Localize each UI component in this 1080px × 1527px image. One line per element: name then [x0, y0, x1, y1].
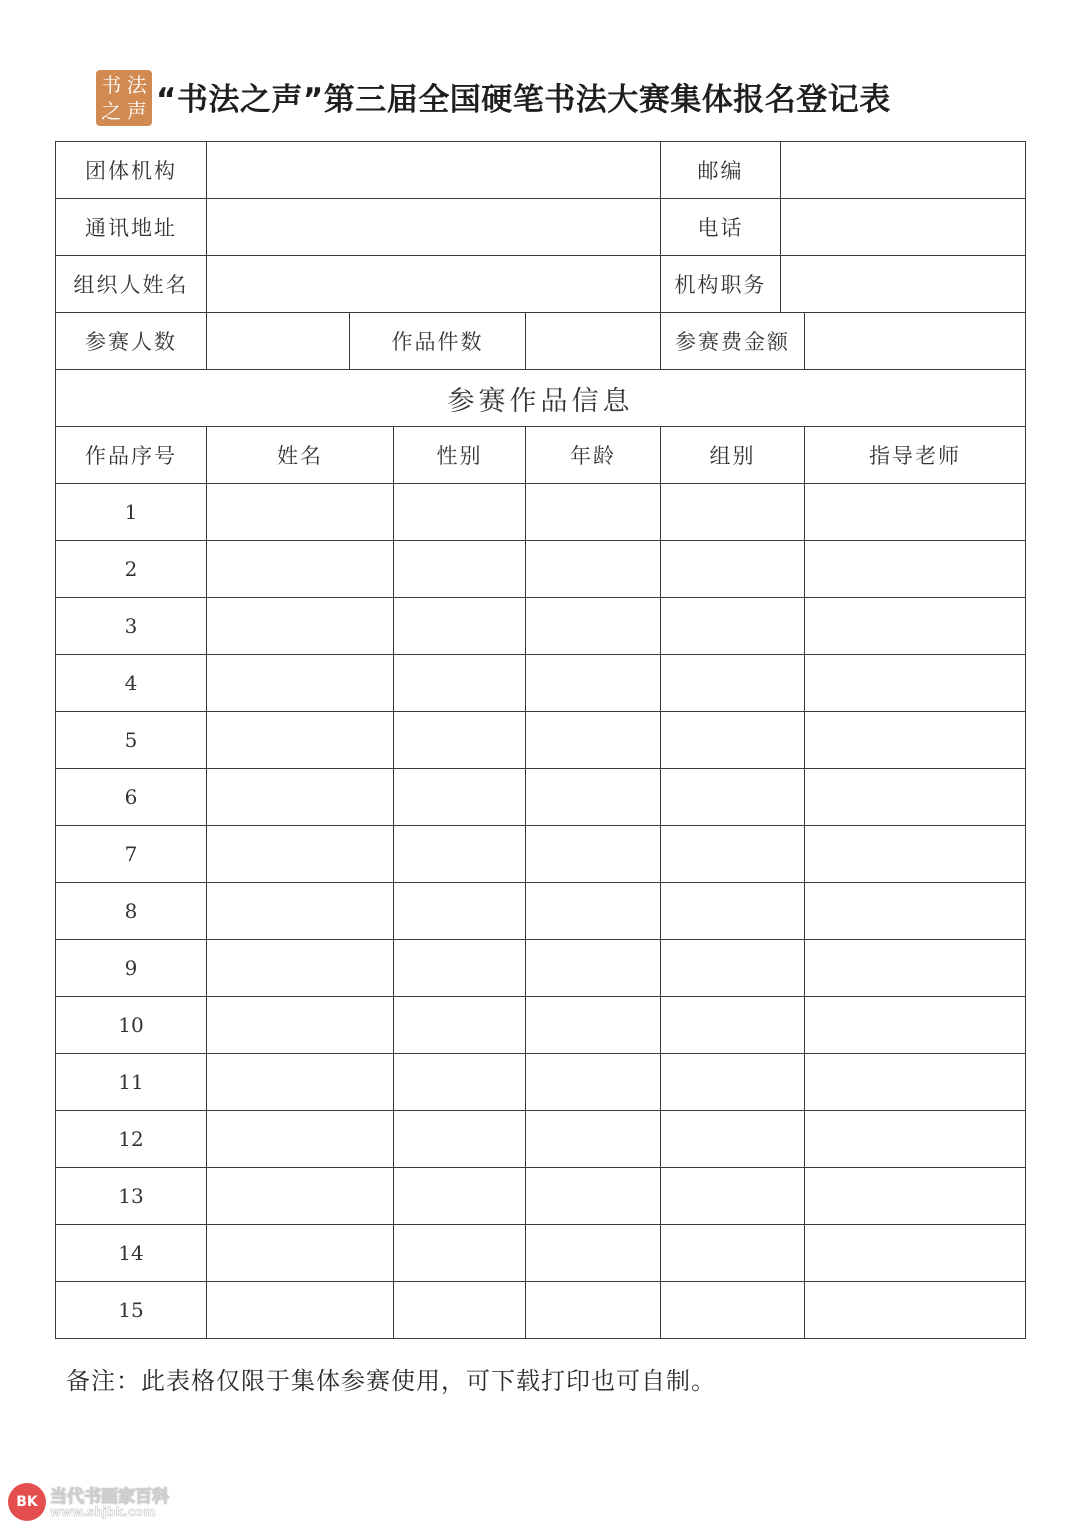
name-cell[interactable] — [207, 1054, 394, 1111]
works-count-field[interactable] — [526, 313, 661, 370]
table-row — [56, 1111, 1026, 1168]
info-row-org — [56, 142, 1026, 199]
label-zip: 邮编 — [661, 142, 781, 199]
seal-logo — [96, 70, 152, 126]
group-cell[interactable] — [661, 598, 805, 655]
position-field[interactable] — [781, 256, 1026, 313]
age-cell[interactable] — [526, 940, 661, 997]
age-cell[interactable] — [526, 484, 661, 541]
fee-field[interactable] — [805, 313, 1026, 370]
phone-field[interactable] — [781, 199, 1026, 256]
row-number: 13 — [56, 1168, 207, 1225]
row-number: 8 — [56, 883, 207, 940]
group-cell[interactable] — [661, 655, 805, 712]
name-cell[interactable] — [207, 1225, 394, 1282]
seal-char: 法 — [126, 73, 147, 97]
watermark-url: www.shjbk.com — [50, 1505, 156, 1519]
gender-cell[interactable] — [394, 1168, 526, 1225]
group-cell[interactable] — [661, 1168, 805, 1225]
gender-cell[interactable] — [394, 712, 526, 769]
row-number: 10 — [56, 997, 207, 1054]
name-cell[interactable] — [207, 1111, 394, 1168]
teacher-cell[interactable] — [805, 1111, 1026, 1168]
name-cell[interactable] — [207, 655, 394, 712]
name-cell[interactable] — [207, 769, 394, 826]
gender-cell[interactable] — [394, 826, 526, 883]
age-cell[interactable] — [526, 1282, 661, 1339]
teacher-cell[interactable] — [805, 940, 1026, 997]
watermark-name: 当代书画家百科 — [50, 1487, 169, 1507]
gender-cell[interactable] — [394, 1282, 526, 1339]
table-row — [56, 1168, 1026, 1225]
table-row — [56, 997, 1026, 1054]
col-header-teacher: 指导老师 — [805, 427, 1026, 484]
entry-rows — [56, 484, 1026, 1339]
teacher-cell[interactable] — [805, 1168, 1026, 1225]
info-row-address — [56, 199, 1026, 256]
row-number: 9 — [56, 940, 207, 997]
table-row — [56, 598, 1026, 655]
age-cell[interactable] — [526, 1111, 661, 1168]
name-cell[interactable] — [207, 484, 394, 541]
name-cell[interactable] — [207, 598, 394, 655]
group-cell[interactable] — [661, 769, 805, 826]
row-number: 1 — [56, 484, 207, 541]
section-title: 参赛作品信息 — [56, 370, 1026, 427]
teacher-cell[interactable] — [805, 541, 1026, 598]
label-participants: 参赛人数 — [56, 313, 207, 370]
age-cell[interactable] — [526, 712, 661, 769]
group-cell[interactable] — [661, 1054, 805, 1111]
table-row — [56, 541, 1026, 598]
seal-char: 书 — [101, 73, 122, 97]
table-row — [56, 1225, 1026, 1282]
row-number: 5 — [56, 712, 207, 769]
teacher-cell[interactable] — [805, 883, 1026, 940]
row-number: 12 — [56, 1111, 207, 1168]
label-position: 机构职务 — [661, 256, 781, 313]
name-cell[interactable] — [207, 712, 394, 769]
gender-cell[interactable] — [394, 883, 526, 940]
header-row — [56, 427, 1026, 484]
group-cell[interactable] — [661, 1282, 805, 1339]
age-cell[interactable] — [526, 1225, 661, 1282]
watermark-logo — [6, 1481, 186, 1523]
group-cell[interactable] — [661, 883, 805, 940]
label-fee: 参赛费金额 — [661, 313, 805, 370]
gender-cell[interactable] — [394, 1111, 526, 1168]
age-cell[interactable] — [526, 826, 661, 883]
org-field[interactable] — [207, 142, 661, 199]
teacher-cell[interactable] — [805, 1282, 1026, 1339]
col-header-age: 年龄 — [526, 427, 661, 484]
watermark-badge: BK — [8, 1483, 46, 1521]
row-number: 2 — [56, 541, 207, 598]
col-header-group: 组别 — [661, 427, 805, 484]
gender-cell[interactable] — [394, 598, 526, 655]
teacher-cell[interactable] — [805, 769, 1026, 826]
teacher-cell[interactable] — [805, 997, 1026, 1054]
table-row — [56, 826, 1026, 883]
info-row-organizer — [56, 256, 1026, 313]
seal-char: 声 — [126, 98, 147, 123]
row-number: 4 — [56, 655, 207, 712]
label-organizer: 组织人姓名 — [56, 256, 207, 313]
age-cell[interactable] — [526, 1168, 661, 1225]
organizer-field[interactable] — [207, 256, 661, 313]
row-number: 14 — [56, 1225, 207, 1282]
gender-cell[interactable] — [394, 1054, 526, 1111]
age-cell[interactable] — [526, 1054, 661, 1111]
table-row — [56, 1282, 1026, 1339]
name-cell[interactable] — [207, 1282, 394, 1339]
age-cell[interactable] — [526, 883, 661, 940]
teacher-cell[interactable] — [805, 484, 1026, 541]
group-cell[interactable] — [661, 940, 805, 997]
teacher-cell[interactable] — [805, 712, 1026, 769]
age-cell[interactable] — [526, 598, 661, 655]
table-row — [56, 769, 1026, 826]
teacher-cell[interactable] — [805, 598, 1026, 655]
name-cell[interactable] — [207, 1168, 394, 1225]
table-row — [56, 655, 1026, 712]
info-row-counts — [56, 313, 1026, 370]
name-cell[interactable] — [207, 826, 394, 883]
col-header-gender: 性别 — [394, 427, 526, 484]
participants-field[interactable] — [207, 313, 350, 370]
row-number: 7 — [56, 826, 207, 883]
gender-cell[interactable] — [394, 769, 526, 826]
age-cell[interactable] — [526, 997, 661, 1054]
page-title: “书法之声”第三届全国硬笔书法大赛集体报名登记表 — [156, 82, 891, 118]
group-cell[interactable] — [661, 712, 805, 769]
teacher-cell[interactable] — [805, 1225, 1026, 1282]
gender-cell[interactable] — [394, 940, 526, 997]
gender-cell[interactable] — [394, 655, 526, 712]
label-address: 通讯地址 — [56, 199, 207, 256]
zip-field[interactable] — [781, 142, 1026, 199]
name-cell[interactable] — [207, 940, 394, 997]
seal-char: 之 — [101, 98, 122, 123]
label-org: 团体机构 — [56, 142, 207, 199]
gender-cell[interactable] — [394, 1225, 526, 1282]
table-row — [56, 883, 1026, 940]
group-cell[interactable] — [661, 1225, 805, 1282]
age-cell[interactable] — [526, 655, 661, 712]
group-cell[interactable] — [661, 826, 805, 883]
row-number: 11 — [56, 1054, 207, 1111]
teacher-cell[interactable] — [805, 1054, 1026, 1111]
registration-table — [55, 141, 1026, 1339]
table-row — [56, 712, 1026, 769]
footnote: 备注：此表格仅限于集体参赛使用，可下载打印也可自制。 — [66, 1367, 716, 1395]
group-cell[interactable] — [661, 997, 805, 1054]
group-cell[interactable] — [661, 541, 805, 598]
label-phone: 电话 — [661, 199, 781, 256]
address-field[interactable] — [207, 199, 661, 256]
row-number: 3 — [56, 598, 207, 655]
title-row — [0, 66, 1080, 126]
section-row — [56, 370, 1026, 427]
row-number: 15 — [56, 1282, 207, 1339]
teacher-cell[interactable] — [805, 826, 1026, 883]
gender-cell[interactable] — [394, 484, 526, 541]
table-row — [56, 484, 1026, 541]
name-cell[interactable] — [207, 541, 394, 598]
row-number: 6 — [56, 769, 207, 826]
age-cell[interactable] — [526, 769, 661, 826]
group-cell[interactable] — [661, 484, 805, 541]
col-header-name: 姓名 — [207, 427, 394, 484]
name-cell[interactable] — [207, 883, 394, 940]
name-cell[interactable] — [207, 997, 394, 1054]
gender-cell[interactable] — [394, 997, 526, 1054]
label-works-count: 作品件数 — [350, 313, 526, 370]
teacher-cell[interactable] — [805, 655, 1026, 712]
group-cell[interactable] — [661, 1111, 805, 1168]
gender-cell[interactable] — [394, 541, 526, 598]
col-header-serial: 作品序号 — [56, 427, 207, 484]
table-row — [56, 1054, 1026, 1111]
table-row — [56, 940, 1026, 997]
age-cell[interactable] — [526, 541, 661, 598]
